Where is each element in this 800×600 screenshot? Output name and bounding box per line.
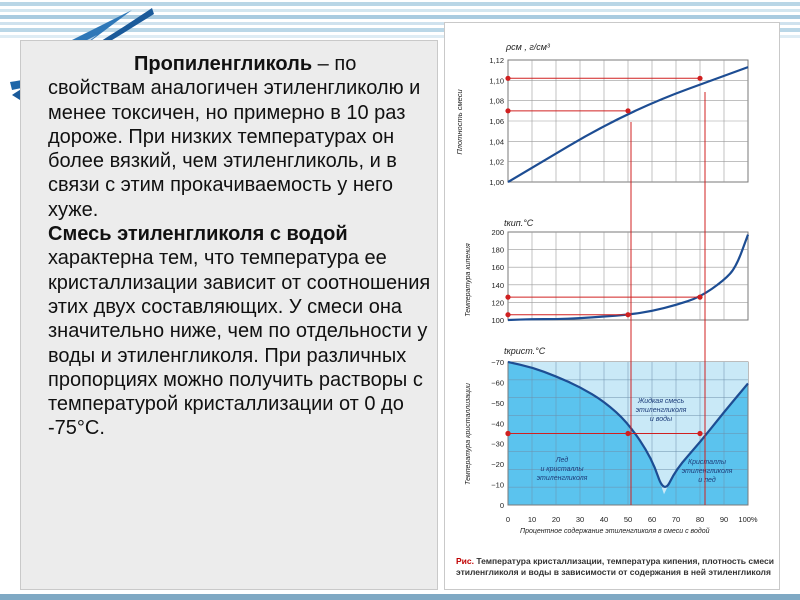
cryst-tick-label: 0 <box>499 501 504 510</box>
boiling-tick-label: 120 <box>491 298 504 308</box>
cryst-tick-label: −20 <box>491 460 504 470</box>
x-tick-label: 50 <box>623 515 633 524</box>
density-unit-label: ρсм , г/см³ <box>506 42 550 52</box>
crystallization-chart <box>465 346 758 535</box>
region-liquid-label-2: этиленгликоля <box>635 407 687 414</box>
density-tick-label: 1,04 <box>489 137 504 147</box>
boiling-red-dot-axis <box>505 295 510 300</box>
region-liquid-label-3: и воды <box>649 416 673 423</box>
cryst-red-dot-curve <box>697 431 702 436</box>
mixture-description: характерна тем, что температура ее кристаллизации зависит от соотношения этих двух составляющих. У смеси она значительно ниже, чем по отдельности у воды и этиленгликоля. При различных пропорциях можно получить растворы с температурой кристаллизации от 0 до -75°С. <box>48 247 431 440</box>
density-chart <box>455 42 748 187</box>
x-tick-label: 0 <box>505 515 511 524</box>
cryst-red-dot-axis <box>505 431 510 436</box>
density-axis-label: Плотность смеси <box>455 89 464 155</box>
density-tick-label: 1,00 <box>489 178 504 187</box>
cryst-tick-label: −50 <box>491 398 504 408</box>
density-tick-label: 1,10 <box>489 76 504 86</box>
region-ice-label-1: Лед <box>555 457 569 464</box>
boiling-red-dot-axis <box>505 312 510 317</box>
x-axis-label: Процентное содержание этиленгликоля в смеси с водой <box>520 528 710 535</box>
term-mixture: Смесь этиленгликоля с водой <box>48 223 348 246</box>
cryst-tick-label: −70 <box>491 358 504 367</box>
region-liquid-label-1: Жидкая смесь <box>637 398 685 405</box>
figure-caption <box>456 556 776 578</box>
x-tick-label: 60 <box>647 515 657 524</box>
density-tick-label: 1,08 <box>489 96 504 106</box>
x-tick-label: 20 <box>551 515 561 524</box>
cryst-tick-label: −40 <box>491 419 504 429</box>
density-red-dot-curve <box>625 108 630 113</box>
boiling-red-dot-curve <box>625 312 630 317</box>
boiling-tick-label: 160 <box>491 263 504 273</box>
boiling-tick-label: 200 <box>491 228 504 237</box>
x-tick-label: 80 <box>695 515 705 524</box>
region-crystals-label-3: и лед <box>698 477 716 484</box>
density-red-dot-axis <box>505 76 510 81</box>
density-red-dot-axis <box>505 108 510 113</box>
x-tick-label: 100% <box>738 515 758 524</box>
cryst-tick-label: −60 <box>491 378 504 388</box>
density-red-dot-curve <box>697 76 702 81</box>
boiling-tick-label: 140 <box>491 280 504 290</box>
x-tick-label: 10 <box>527 515 537 524</box>
boiling-chart <box>465 218 748 325</box>
boiling-tick-label: 100 <box>491 316 504 325</box>
caption-text: Температура кристаллизации, температура кипения, плотность смеси этиленгликоля и воды в зависимости от содержания в ней этиленгликоля <box>456 556 774 577</box>
cryst-axis-label: Температура кристаллизации <box>465 383 472 485</box>
x-tick-label: 70 <box>671 515 681 524</box>
boiling-tick-label: 180 <box>491 245 504 255</box>
x-tick-label: 30 <box>575 515 585 524</box>
boiling-unit-label: tкип.°С <box>504 218 534 228</box>
region-crystals-label-1: Кристаллы <box>687 459 727 466</box>
cryst-unit-label: tкрист.°С <box>504 346 546 356</box>
density-tick-label: 1,06 <box>489 117 504 126</box>
caption-prefix: Рис. <box>456 556 474 566</box>
region-ice-label-3: этиленгликоля <box>536 475 588 482</box>
propylene-glycol-description: – по свойствам аналогичен этиленгликолю и менее токсичен, но примерно в 10 раз дороже. При низких температурах он более вязкий, чем этиленгликоль, и в связи с этим прокачиваемость у него хуже. <box>48 53 421 221</box>
x-tick-label: 40 <box>599 515 609 524</box>
cryst-tick-label: −10 <box>491 480 504 490</box>
x-tick-label: 90 <box>719 515 729 524</box>
boiling-axis-label: Температура кипения <box>465 243 472 317</box>
boiling-red-dot-curve <box>697 295 702 300</box>
region-ice-label-2: и кристаллы <box>540 466 584 473</box>
cryst-tick-label: −30 <box>491 439 504 449</box>
bottom-bar <box>0 594 800 600</box>
density-tick-label: 1,12 <box>489 56 504 65</box>
region-crystals-label-2: этиленгликоля <box>681 468 733 475</box>
term-propylene-glycol: Пропиленгликоль <box>134 53 313 75</box>
density-tick-label: 1,02 <box>489 157 504 167</box>
